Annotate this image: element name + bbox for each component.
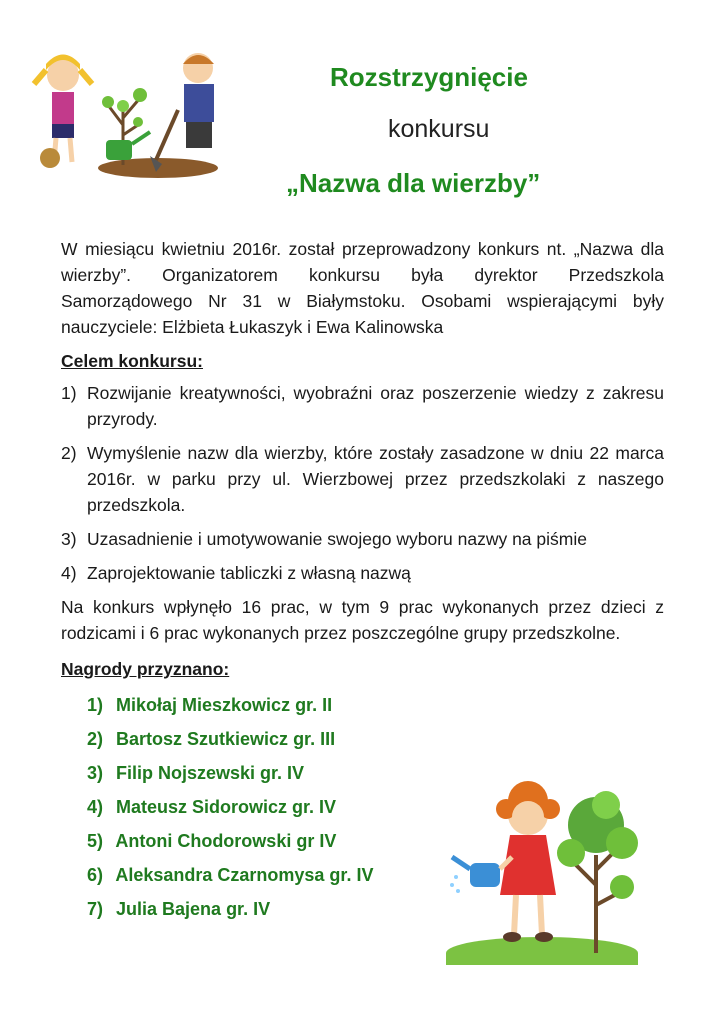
prize-number: 5) (87, 831, 104, 851)
intro-paragraph: W miesiącu kwietniu 2016r. został przeprowadzony konkurs nt. „Nazwa dla wierzby”. Organizatorem konkursu była dyrektor Przedszkola Samorządowego Nr 31 w Białymstoku. Osobami wspierającymi były nauczyciele: Elżbieta Łukaszyk i Ewa Kalinowska (61, 239, 664, 337)
goal-number: 3) (61, 529, 77, 549)
goal-text: Rozwijanie kreatywności, wyobraźni oraz poszerzenie wiedzy z zakresu przyrody. (87, 383, 664, 429)
goal-text: Wymyślenie nazw dla wierzby, które zostały zasadzone w dniu 22 marca 2016r. w parku przy ul. Wierzbowej przez przedszkolaki z naszego przedszkola. (87, 443, 664, 515)
goals-heading: Celem konkursu: (61, 351, 203, 371)
list-item (61, 440, 664, 518)
prize-winner: Julia Bajena gr. IV (116, 899, 271, 919)
prize-winner: Filip Nojszewski gr. IV (116, 763, 305, 783)
list-item (61, 380, 664, 432)
list-item (61, 526, 664, 552)
title-line-2: konkursu (388, 115, 490, 143)
list-item (87, 722, 664, 756)
prize-winner: Mikołaj Mieszkowicz gr. II (116, 695, 333, 715)
girl-watering-tree-illustration (446, 765, 638, 965)
prize-winner: Aleksandra Czarnomysa gr. IV (115, 865, 374, 885)
kids-planting-tree-illustration (28, 40, 238, 190)
goal-text: Zaprojektowanie tabliczki z własną nazwą (87, 563, 411, 583)
title-line-3: „Nazwa dla wierzby” (286, 168, 541, 198)
goal-number: 4) (61, 563, 77, 583)
summary-paragraph: Na konkurs wpłynęło 16 prac, w tym 9 prac wykonanych przez dzieci z rodzicami i 6 prac wykonanych przez poszczególne grupy przedszkolne. (61, 597, 664, 643)
goal-text: Uzasadnienie i umotywowanie swojego wyboru nazwy na piśmie (87, 529, 587, 549)
prizes-heading: Nagrody przyznano: (61, 659, 230, 679)
prize-number: 4) (87, 797, 104, 817)
goal-number: 2) (61, 443, 77, 463)
prize-winner: Mateusz Sidorowicz gr. IV (116, 797, 337, 817)
prize-number: 3) (87, 763, 104, 783)
list-item (87, 688, 664, 722)
title-line-1: Rozstrzygnięcie (330, 62, 528, 92)
prize-number: 7) (87, 899, 104, 919)
list-item (61, 560, 664, 586)
prize-number: 6) (87, 865, 104, 885)
prize-winner: Bartosz Szutkiewicz gr. III (116, 729, 336, 749)
prize-number: 2) (87, 729, 104, 749)
prize-winner: Antoni Chodorowski gr IV (115, 831, 337, 851)
prize-number: 1) (87, 695, 104, 715)
goal-number: 1) (61, 383, 77, 403)
goals-list (61, 380, 664, 586)
